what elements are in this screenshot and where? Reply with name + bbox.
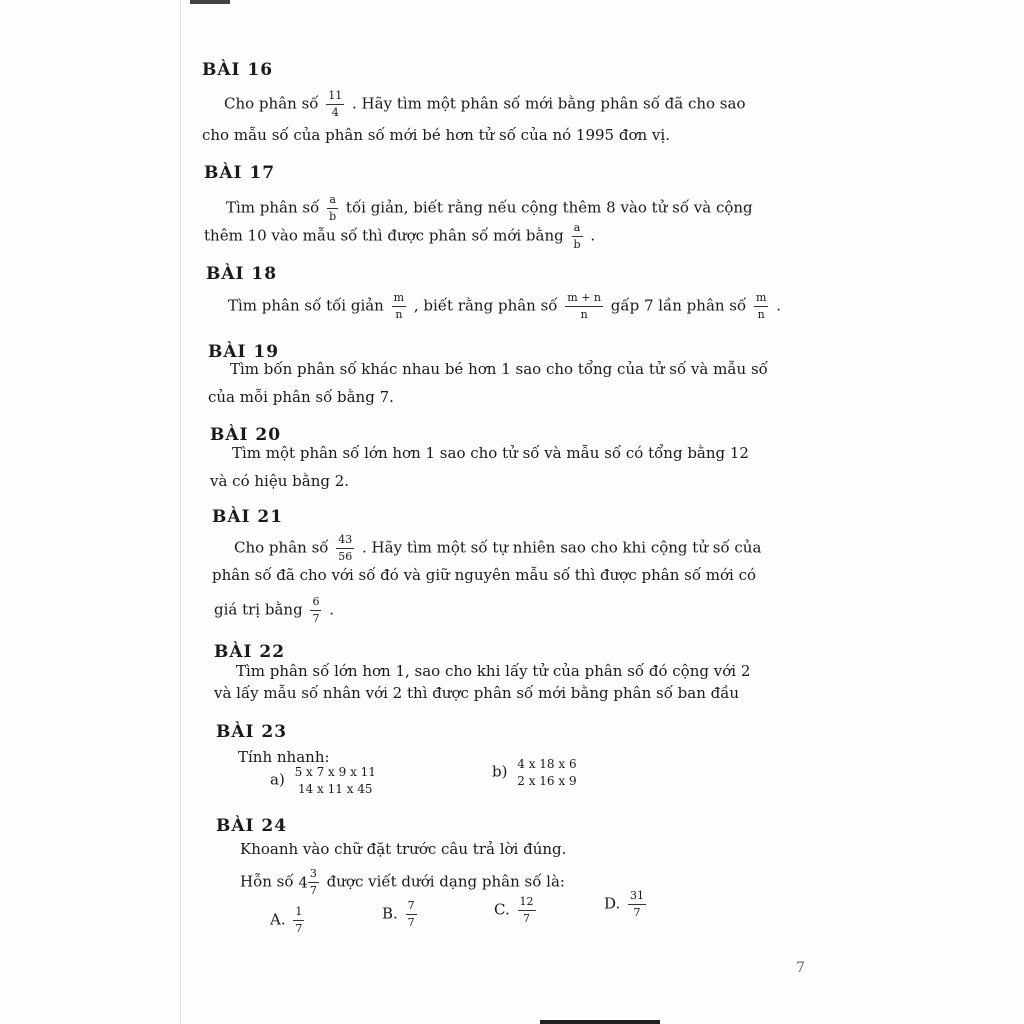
option-a-num: 1 (295, 905, 303, 918)
bai18-fraction-2 (565, 290, 603, 323)
bai17-fraction-2 (572, 220, 583, 253)
bai17-heading: BÀI 17 (204, 163, 276, 183)
bai16-line1 (224, 88, 745, 121)
option-a-den: 7 (295, 922, 303, 935)
option-b-fraction (406, 898, 417, 931)
bai17-frac1-den: b (329, 210, 337, 223)
bai23-b-fraction (515, 756, 578, 789)
bai21-frac1-den: 56 (338, 550, 353, 563)
bai18-frac2-den: n (580, 308, 588, 321)
bai18-frac2-num: m + n (567, 291, 601, 304)
bai21-line2: phân số đã cho với số đó và giữ nguyên mẫu số thì được phân số mới có (212, 566, 757, 584)
bai16-heading: BÀI 16 (202, 60, 274, 80)
bai24-heading: BÀI 24 (216, 816, 288, 836)
bai21-line1 (234, 532, 761, 565)
bai24-mixed-fraction (308, 866, 319, 899)
bai24-mixed-whole: 4 (298, 873, 308, 892)
bai18-frac1-den: n (395, 308, 403, 321)
bai21-frac1-num: 43 (338, 533, 353, 546)
option-d-label: D. (604, 894, 621, 913)
bai17-l2-pre: thêm 10 vào mẫu số thì được phân số mới bằng (204, 226, 564, 245)
bai21-l3-post: . (329, 600, 335, 619)
bai24-mixed-num: 3 (309, 867, 317, 880)
bai18-frac3-den: n (757, 308, 765, 321)
bai21-l3-pre: giá trị bằng (214, 600, 303, 619)
bai21-frac2-num: 6 (312, 595, 320, 608)
bai17-l1-post: tối giản, biết rằng nếu cộng thêm 8 vào tử số và cộng (345, 198, 753, 217)
bai16-frac-num: 11 (328, 89, 343, 102)
bottom-edge-mark (540, 1020, 660, 1024)
bai20-line1: Tìm một phân số lớn hơn 1 sao cho tử số và mẫu số có tổng bằng 12 (232, 444, 749, 462)
option-a-label: A. (270, 910, 286, 929)
bai16-fraction (326, 88, 344, 121)
bai17-frac1-num: a (329, 193, 336, 206)
bai23-heading: BÀI 23 (216, 722, 288, 742)
option-c-label: C. (494, 900, 510, 919)
bai24-line1: Khoanh vào chữ đặt trước câu trả lời đúng. (240, 840, 567, 858)
bai16-l1-pre: Cho phân số (224, 94, 319, 113)
bai18-frac3-num: m (755, 291, 767, 304)
bai17-frac2-num: a (573, 221, 581, 234)
page-fold-shadow (180, 0, 181, 1024)
option-b-label: B. (382, 904, 398, 923)
bai16-frac-den: 4 (331, 106, 339, 119)
option-d[interactable] (604, 888, 649, 921)
bai18-fraction-1 (392, 290, 406, 323)
bai23-b-den: 2 x 16 x 9 (517, 774, 577, 788)
bai21-frac2-den: 7 (312, 612, 320, 625)
option-d-den: 7 (633, 906, 641, 919)
option-a[interactable] (270, 904, 307, 937)
bai17-frac2-den: b (573, 238, 581, 251)
option-b-den: 7 (407, 916, 415, 929)
option-d-fraction (628, 888, 646, 921)
option-c-fraction (518, 894, 536, 927)
page-number: 7 (796, 960, 805, 976)
option-c[interactable] (494, 894, 539, 927)
bai21-fraction-1 (336, 532, 354, 565)
bai19-line2: của mỗi phân số bằng 7. (208, 388, 394, 406)
bai18-frac1-num: m (393, 291, 405, 304)
bai18-fraction-3 (754, 290, 768, 323)
bai23-a-den: 14 x 11 x 45 (297, 782, 373, 796)
option-b-num: 7 (407, 899, 415, 912)
bai23-a-label: a) (270, 770, 285, 789)
bai24-mixed-den: 7 (309, 884, 317, 897)
top-edge-mark (190, 0, 230, 4)
bai24-l2-post: được viết dưới dạng phân số là: (326, 872, 565, 891)
bai18-l1-pre: Tìm phân số tối giản (228, 296, 384, 315)
bai23-a-num: 5 x 7 x 9 x 11 (294, 765, 376, 779)
bai21-l1-pre: Cho phân số (234, 538, 329, 557)
bai18-l1-mid: , biết rằng phân số (413, 296, 558, 315)
bai19-line1: Tìm bốn phân số khác nhau bé hơn 1 sao cho tổng của tử số và mẫu số (230, 360, 768, 378)
bai21-l1-post: . Hãy tìm một số tự nhiên sao cho khi cộng tử số của (362, 538, 762, 557)
bai18-line1 (228, 290, 781, 323)
bai23-a-fraction (293, 764, 378, 797)
option-c-den: 7 (523, 912, 530, 925)
bai19-heading: BÀI 19 (208, 342, 280, 362)
bai22-heading: BÀI 22 (214, 642, 286, 662)
option-c-num: 12 (519, 895, 534, 908)
bai17-line2 (204, 220, 595, 253)
bai23-b-label: b) (492, 762, 508, 781)
bai17-l2-post: . (590, 226, 596, 245)
option-d-num: 31 (630, 889, 645, 902)
bai17-l1-pre: Tìm phân số (226, 198, 320, 217)
bai23-line1: Tính nhanh: (238, 748, 330, 766)
bai24-l2-pre: Hỗn số (240, 872, 294, 891)
bai18-heading: BÀI 18 (206, 264, 278, 284)
bai22-line2: và lấy mẫu số nhân với 2 thì được phân số mới bằng phân số ban đầu (214, 684, 740, 702)
bai23-b-num: 4 x 18 x 6 (517, 757, 577, 771)
bai21-fraction-2 (310, 594, 321, 627)
option-a-fraction (293, 904, 304, 937)
bai21-heading: BÀI 21 (212, 507, 284, 527)
bai18-l1-mid2: gấp 7 lần phân số (610, 296, 747, 315)
bai21-line3 (214, 594, 334, 627)
bai23-part-b (492, 756, 582, 789)
bai16-line2: cho mẫu số của phân số mới bé hơn tử số của nó 1995 đơn vị. (202, 126, 670, 144)
bai16-l1-post: . Hãy tìm một phân số mới bằng phân số đã cho sao (352, 94, 746, 113)
option-b[interactable] (382, 898, 420, 931)
bai18-l1-post: . (776, 296, 781, 315)
bai20-heading: BÀI 20 (210, 425, 282, 445)
bai22-line1: Tìm phân số lớn hơn 1, sao cho khi lấy tử của phân số đó cộng với 2 (236, 662, 751, 680)
bai20-line2: và có hiệu bằng 2. (210, 472, 350, 490)
bai23-part-a (270, 764, 381, 797)
